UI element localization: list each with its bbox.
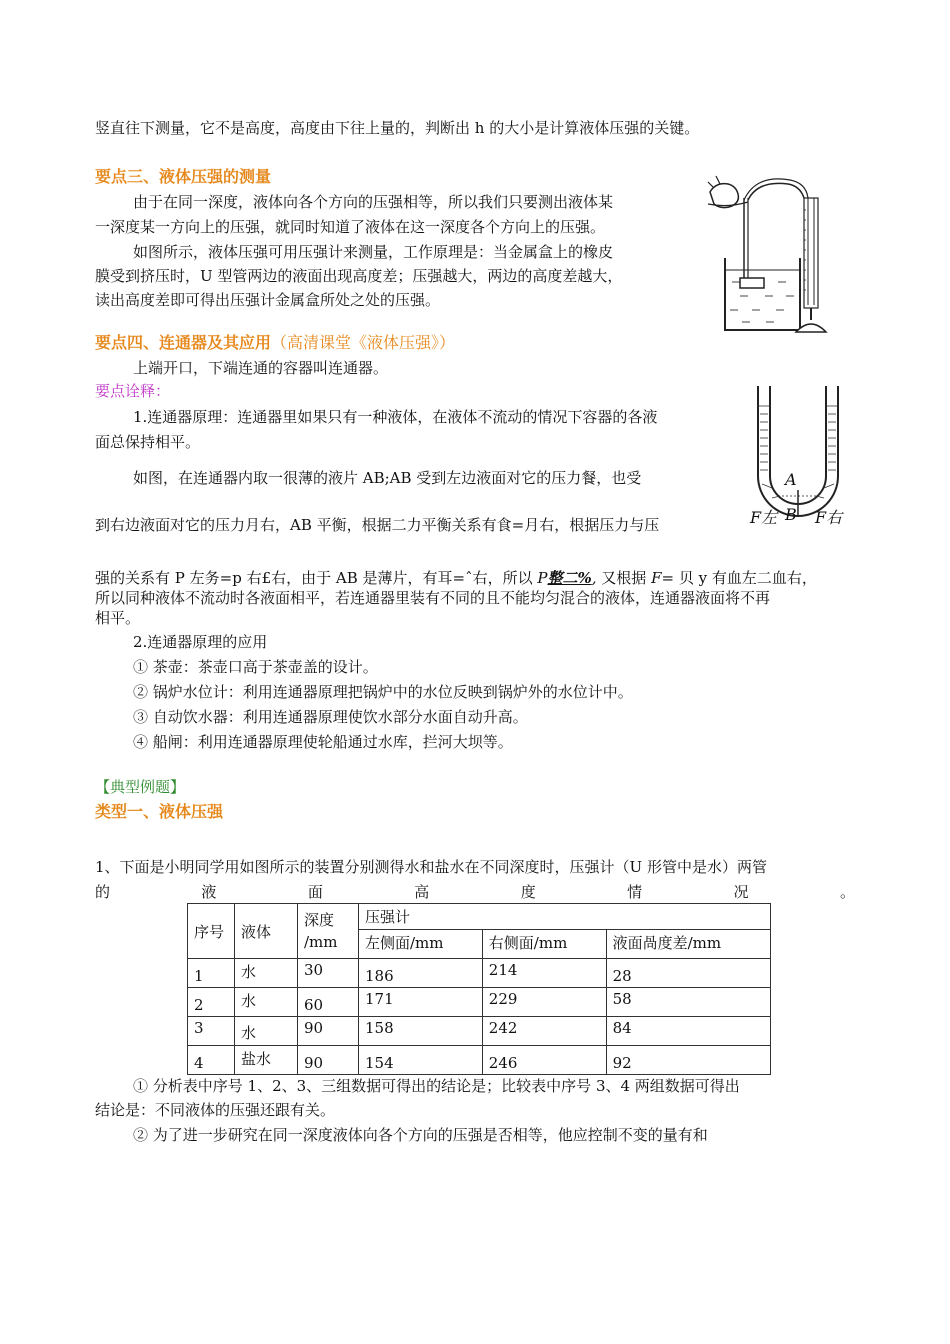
intro-line: 竖直往下测量，它不是高度，高度由下往上量的，判断出 h 的大小是计算液体压强的关键。 (95, 119, 700, 137)
relation-text-a: 强的关系有 P 左务=p 右£右，由于 AB 是薄片，有耳=ˆ右，所以 (95, 569, 533, 587)
cell-depth: 90 (298, 1017, 359, 1046)
cell-left: 154 (359, 1046, 483, 1075)
application-item: ④ 船闸：利用连通器原理使轮船通过水库，拦河大坝等。 (133, 733, 513, 751)
header-left: 左侧面/mm (359, 930, 483, 959)
application-item: ① 茶壶：茶壶口高于茶壶盖的设计。 (133, 658, 378, 676)
table-row (188, 1017, 771, 1046)
answer2-line1: ② 为了进一步研究在同一深度液体向各个方向的压强是否相等，他应控制不变的量有和 (133, 1126, 708, 1144)
cell-seq: 3 (188, 1017, 235, 1046)
q1-char: 液 (201, 883, 217, 901)
header-right: 右侧面/mm (482, 930, 606, 959)
examples-label: 【典型例题】 (95, 778, 186, 796)
type1-heading: 类型一、液体压强 (95, 802, 224, 821)
cell-seq: 1 (188, 959, 235, 988)
cell-liquid: 水 (235, 988, 298, 1017)
cell-depth: 60 (298, 988, 359, 1017)
header-depth (298, 904, 359, 959)
cell-liquid: 盐水 (235, 1046, 298, 1075)
section3-p2-line3: 读出高度差即可得出压强计金属盒所处之处的压强。 (95, 291, 441, 309)
section3-p2-line2: 膜受到挤压时，U 型管两边的液面出现高度差；压强越大，两边的高度差越大， (95, 267, 623, 285)
cell-seq: 2 (188, 988, 235, 1017)
section3-heading: 要点三、液体压强的测量 (95, 167, 272, 186)
cell-right: 246 (482, 1046, 606, 1075)
cell-left: 158 (359, 1017, 483, 1046)
answer1-line1: ① 分析表中序号 1、2、3、三组数据可得出的结论是；比较表中序号 3、4 两组数据可得出 (133, 1077, 740, 1095)
figure-desc-line1: 如图，在连通器内取一很薄的液片 AB;AB 受到左边液面对它的压力餐，也受 (133, 469, 642, 487)
application-item: ② 锅炉水位计：利用连通器原理把锅炉中的水位反映到锅炉外的水位计中。 (133, 683, 633, 701)
relation-text-d: 又根据 (601, 569, 647, 587)
cell-seq: 4 (188, 1046, 235, 1075)
cell-diff: 28 (606, 959, 770, 988)
section3-p1-line1: 由于在同一深度，液体向各个方向的压强相等，所以我们只要测出液体某 (133, 193, 614, 211)
application-item: ③ 自动饮水器：利用连通器原理使饮水部分水面自动升高。 (133, 708, 528, 726)
relation-line1: 强的关系有 P 左务=p 右£右，由于 AB 是薄片，有耳=ˆ右，所以 P整二%, 又根据 F= 贝 y 有血左二血右， (95, 569, 817, 587)
figure-label-a: A (785, 470, 797, 489)
section4-heading-text: 要点四、连通器及其应用 (95, 333, 272, 352)
cell-diff: 58 (606, 988, 770, 1017)
relation-line2: 所以同种液体不流动时各液面相平，若连通器里装有不同的且不能均匀混合的液体，连通器液面将不再 (95, 589, 771, 607)
principle-line2: 面总保持相平。 (95, 433, 201, 451)
figure-label-f-left: F左 (750, 508, 778, 527)
cell-left: 171 (359, 988, 483, 1017)
header-depth-unit: /mm (304, 933, 338, 951)
section4-definition: 上端开口，下端连通的容器叫连通器。 (133, 359, 389, 377)
pressure-data-table (187, 903, 771, 1075)
cell-right: 242 (482, 1017, 606, 1046)
q1-char: 。 (839, 883, 855, 901)
header-depth-label: 深度 (304, 911, 335, 929)
q1-char: 的 (95, 883, 111, 901)
relation-text-b: P (537, 569, 548, 587)
cell-left: 186 (359, 959, 483, 988)
cell-right: 229 (482, 988, 606, 1017)
relation-line3: 相平。 (95, 609, 141, 627)
q1-char: 面 (307, 883, 323, 901)
applications-title: 2.连通器原理的应用 (133, 633, 268, 651)
pressure-gauge-figure (700, 170, 840, 340)
q1-char: 况 (733, 883, 749, 901)
relation-text-f: 贝 y 有血左二血右， (678, 569, 817, 587)
table-row (188, 988, 771, 1017)
cell-liquid: 水 (235, 1017, 298, 1046)
section4-heading-link[interactable]: （高清课堂《液体压强》） (271, 333, 456, 352)
table-header-row (188, 904, 771, 930)
principle-line1: 1.连通器原理：连通器里如果只有一种液体，在液体不流动的情况下容器的各液 (133, 408, 658, 426)
figure-desc-line2: 到右边液面对它的压力月右，AB 平衡，根据二力平衡关系有食=月右，根据压力与压 (95, 516, 660, 534)
header-liquid: 液体 (235, 904, 298, 959)
figure-label-b: B (785, 505, 797, 524)
relation-text-e: F= (651, 569, 675, 587)
cell-depth: 90 (298, 1046, 359, 1075)
q1-char: 高 (414, 883, 430, 901)
q1-char: 度 (520, 883, 536, 901)
q1-char: 情 (627, 883, 643, 901)
section3-p1-line2: 一深度某一方向上的压强，就同时知道了液体在这一深度各个方向上的压强。 (95, 218, 606, 236)
header-gauge: 压强计 (359, 904, 771, 930)
header-seq: 序号 (188, 904, 235, 959)
table-row (188, 959, 771, 988)
cell-diff: 92 (606, 1046, 770, 1075)
question1-line1: 1、下面是小明同学用如图所示的装置分别测得水和盐水在不同深度时，压强计（U 形管中是水）两管 (95, 858, 767, 876)
header-diff: 液面咼度差/mm (606, 930, 770, 959)
section3-p2-line1: 如图所示，液体压强可用压强计来测量，工作原理是：当金属盒上的橡皮 (133, 243, 614, 261)
figure-label-f-right: F右 (815, 508, 843, 527)
cell-right: 214 (482, 959, 606, 988)
question1-line2 (95, 882, 855, 902)
relation-text-c: 整二% (547, 569, 592, 587)
section4-note-label: 要点诠释： (95, 382, 171, 400)
answer1-line2: 结论是：不同液体的压强还跟有关。 (95, 1101, 336, 1119)
cell-diff: 84 (606, 1017, 770, 1046)
cell-liquid: 水 (235, 959, 298, 988)
cell-depth: 30 (298, 959, 359, 988)
section4-heading (95, 333, 455, 353)
table-row (188, 1046, 771, 1075)
